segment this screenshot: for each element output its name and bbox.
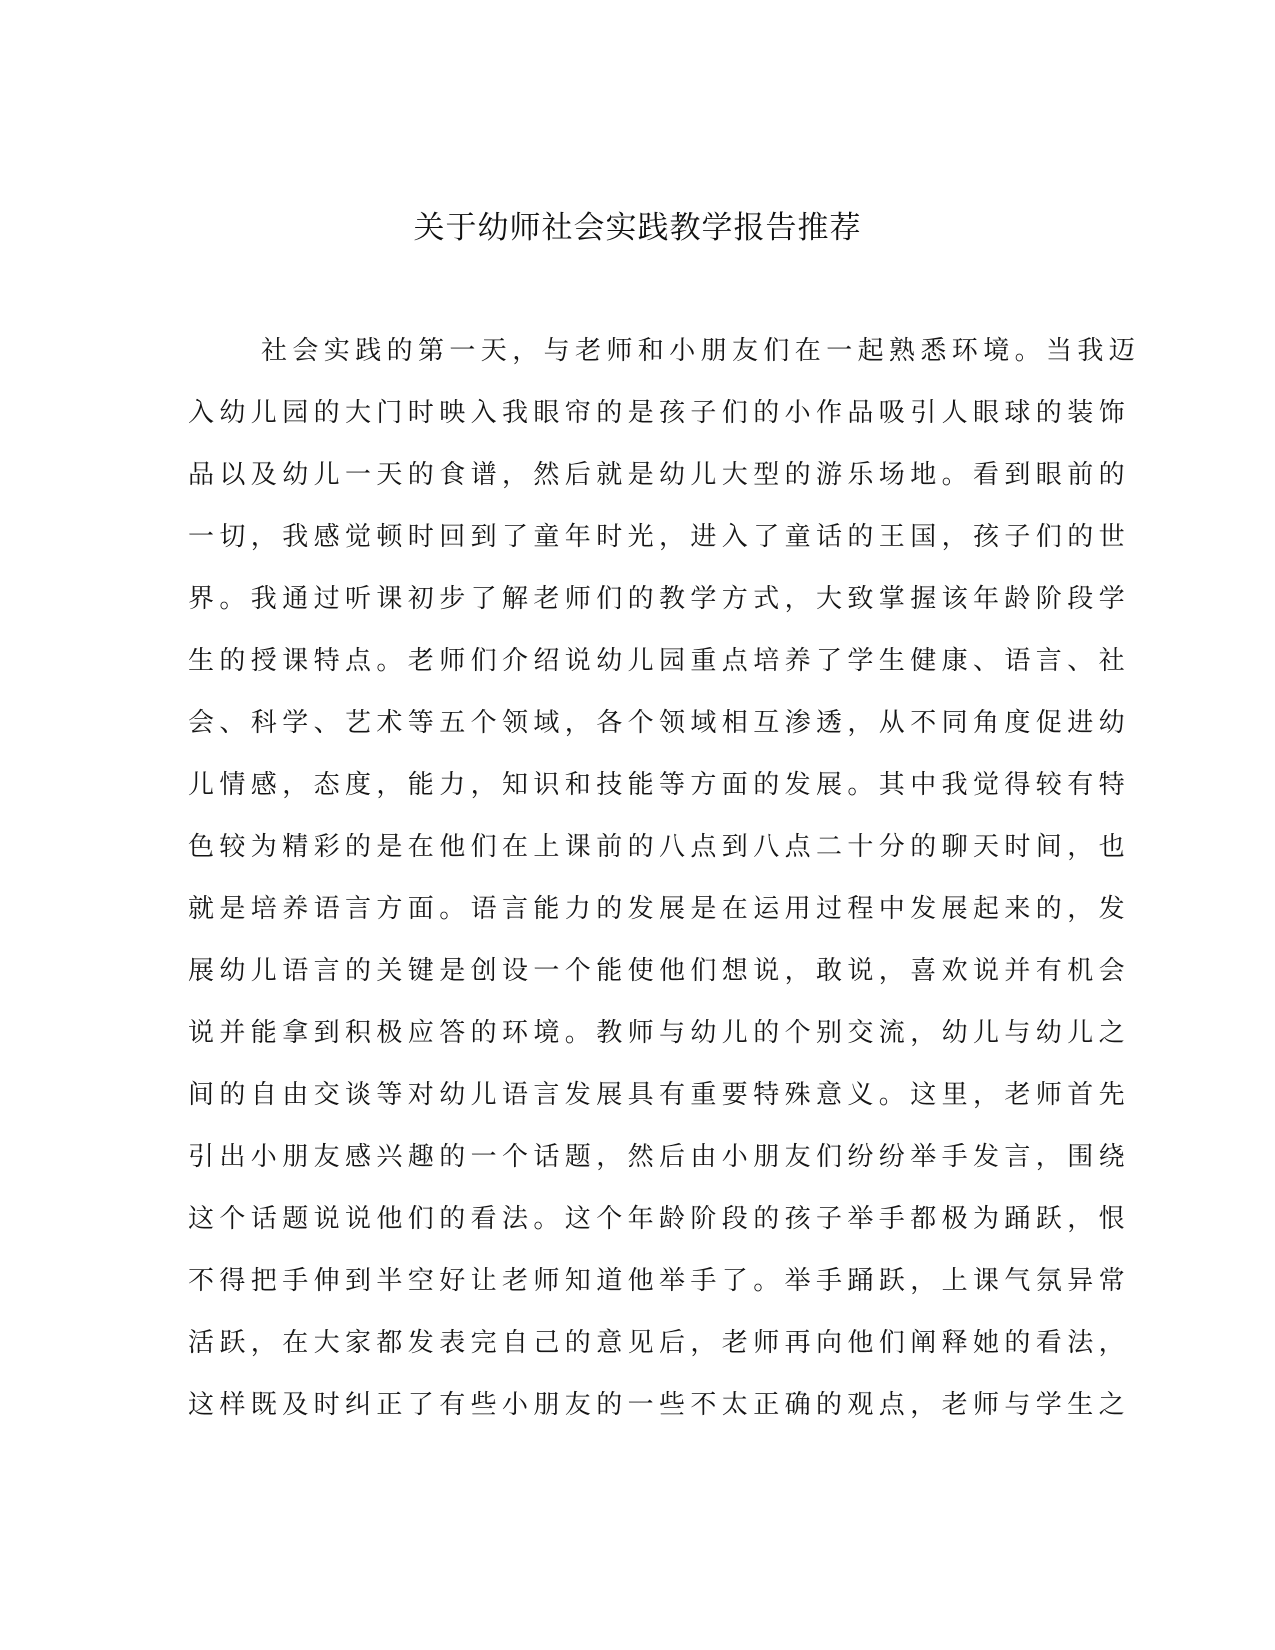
- body-line: 这样既及时纠正了有些小朋友的一些不太正确的观点，老师与学生之: [188, 1390, 1131, 1420]
- body-line: 品以及幼儿一天的食谱，然后就是幼儿大型的游乐场地。看到眼前的: [188, 460, 1131, 490]
- body-line: 社会实践的第一天，与老师和小朋友们在一起熟悉环境。当我迈: [261, 336, 1141, 366]
- body-line: 不得把手伸到半空好让老师知道他举手了。举手踊跃，上课气氛异常: [188, 1266, 1131, 1296]
- body-line: 展幼儿语言的关键是创设一个能使他们想说，敢说，喜欢说并有机会: [188, 956, 1131, 986]
- body-line: 入幼儿园的大门时映入我眼帘的是孩子们的小作品吸引人眼球的装饰: [188, 398, 1131, 428]
- body-line: 生的授课特点。老师们介绍说幼儿园重点培养了学生健康、语言、社: [188, 646, 1131, 676]
- body-line: 活跃，在大家都发表完自己的意见后，老师再向他们阐释她的看法，: [188, 1328, 1131, 1358]
- document-body: [188, 329, 1141, 1445]
- body-line: 界。我通过听课初步了解老师们的教学方式，大致掌握该年龄阶段学: [188, 584, 1131, 614]
- body-line: 间的自由交谈等对幼儿语言发展具有重要特殊意义。这里，老师首先: [188, 1080, 1131, 1110]
- body-line: 说并能拿到积极应答的环境。教师与幼儿的个别交流，幼儿与幼儿之: [188, 1018, 1131, 1048]
- body-line: 色较为精彩的是在他们在上课前的八点到八点二十分的聊天时间，也: [188, 832, 1131, 862]
- body-line: 会、科学、艺术等五个领域，各个领域相互渗透，从不同角度促进幼: [188, 708, 1131, 738]
- body-line: 这个话题说说他们的看法。这个年龄阶段的孩子举手都极为踊跃，恨: [188, 1204, 1131, 1234]
- body-line: 儿情感，态度，能力，知识和技能等方面的发展。其中我觉得较有特: [188, 770, 1131, 800]
- body-line: 引出小朋友感兴趣的一个话题，然后由小朋友们纷纷举手发言，围绕: [188, 1142, 1131, 1172]
- body-line: 就是培养语言方面。语言能力的发展是在运用过程中发展起来的，发: [188, 894, 1131, 924]
- body-line: 一切，我感觉顿时回到了童年时光，进入了童话的王国，孩子们的世: [188, 522, 1131, 552]
- document-title: 关于幼师社会实践教学报告推荐: [413, 210, 862, 246]
